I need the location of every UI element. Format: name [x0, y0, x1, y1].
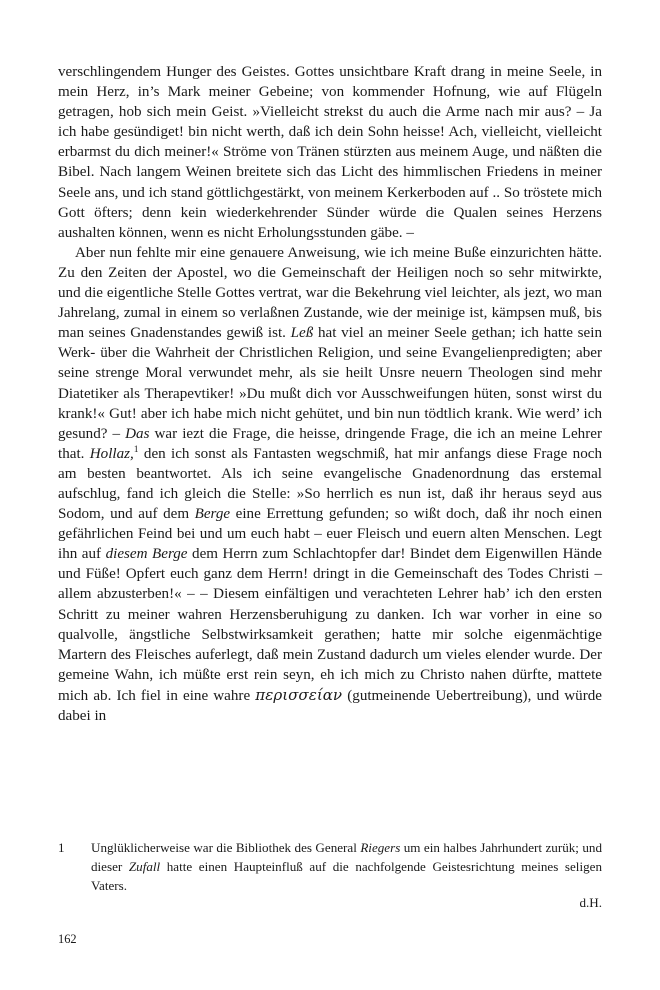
footnote-reference-marker[interactable]: 1 — [133, 443, 139, 455]
footnote-attribution: d.H. — [579, 895, 602, 910]
text-run: dem Herrn zum Schlachtopfer dar! Bindet dem Eigenwillen Hände und Füße! Opfert euch ganz dem Herrn! dringt in die Gemeinschaft des Todes Christi – allem abzusterben!« – – Diesem einfältigen und verachteten Lehrer hab’ ich den ersten Schritt zu meiner wahren Herzensberuhigung zu danken. Ich war vorher in eine so qualvolle, ängstliche Selbstwirksamkeit gerathen; hatte mir solche eigenmächtige Martern des Fleisches auferlegt, daß mein Zustand dadurch um vieles elender wurde. Der gemeine Wahn, ich müßte erst rein seyn, eh ich mich zu Christo nahen dürfte, mattete mich ab. Ich fiel in eine wahre — [58, 546, 603, 704]
emphasis-text: Riegers — [360, 840, 401, 855]
text-run: hatte einen Haupteinfluß auf die nachfolgende Geistesrichtung meines seligen Vaters. — [91, 859, 602, 894]
emphasis-text: Hollaz, — [89, 445, 134, 462]
text-run: um ein halbes Jahrhundert zurük; und dieser — [91, 840, 602, 875]
emphasis-text: Zufall — [128, 859, 161, 875]
text-run: hat viel an meiner Seele gethan; ich hatte sein Werk- über die Wahrheit der Christlichen Religion, und seine Evangelienpredigten; aber seine strenge Moral verwundet mehr, als sie heilt Unsre neuern Theologen sind mehr Diatetiker als Therapevtiker! »Du mußt dich vor Ausschweifungen hüten, sonst wirst du krank!« Gut! aber ich habe mich nicht gehütet, und bin nun tödtlich krank. Wie werd’ ich gesund? – — [58, 325, 602, 442]
emphasis-text: Berge — [194, 506, 231, 523]
text-run: war iezt die Frage, die heisse, dringende Frage, die ich an meine Lehrer that. — [58, 425, 602, 462]
text-run: (gutmeinende Uebertreibung), und würde dabei in — [58, 687, 602, 724]
text-run: Aber nun fehlte mir eine genauere Anweisung, wie ich meine Buße einzurichten hätte. Zu den Zeiten der Apostel, wo die Gemeinschaft der Heiligen noch so sehr mitwirkte, und die eigentliche Stelle Gottes vertrat, war die Bekehrung viel leichter, als jezt, wo man Jahrelang, zumal in einem so verlaßnen Zustande, wie der meinige ist, kämpsen muß, bis man seines Gnadenstandes gewiß ist. — [58, 244, 602, 342]
footnote-row — [58, 838, 602, 896]
emphasis-text: Leß — [290, 325, 314, 342]
page-number: 162 — [58, 932, 77, 946]
footnote-text — [91, 838, 602, 896]
body-paragraph-2 — [58, 243, 602, 726]
emphasis-text: Das — [125, 425, 150, 442]
body-text-block — [58, 62, 602, 726]
footnote-number: 1 — [58, 840, 65, 855]
footnote-block — [58, 838, 602, 896]
text-run: den ich sonst als Fantasten wegschmiß, hat mir anfangs diese Frage noch am besten beantwortet. Als ich seine evangelische Gnadenordnung das erstemal aufschlug, fand ich gleich die Stelle: »So herrlich es nun ist, daß ihr heraus seyd aus Sodom, und auf dem — [58, 445, 602, 523]
emphasis-text: diesem Berge — [105, 546, 188, 563]
greek-term: περισσείαν — [255, 685, 343, 704]
body-paragraph-1 — [58, 62, 602, 243]
text-run: eine Errettung gefunden; so wißt doch, daß ihr noch einen gefährlichen Feind bei und um euch habt – euer Fleisch und euern alten Menschen. Legt ihn auf — [58, 506, 602, 563]
text-run: Unglüklicherweise war die Bibliothek des General — [91, 840, 361, 855]
text-run: verschlingendem Hunger des Geistes. Gottes unsichtbare Kraft drang in meine Seele, in mein Herz, in’s Mark meiner Gebeine; von kommender Hofnung, wie auf Flügeln getragen, hob sich mein Geist. »Vielleicht strekst du auch die Arme nach mir aus? – Ja ich habe gesündiget! bin nicht werth, daß ich dein Sohn heisse! Ach, vielleicht, vielleicht erbarmst du dich meiner!« Ströme von Tränen stürzten aus meinem Auge, und näßten die Bibel. Nach langem Weinen breitete sich das Licht des himmlischen Friedens in meiner Seele ans, und ich stand göttlichgestärkt, von meinem Kerkerboden auf .. So tröstete mich Gott öfters; denn kein wiederkehrender Sünder würde die Qualen seines Herzens aushalten können, wenn es nicht Erholungsstunden gäbe. – — [58, 64, 602, 241]
